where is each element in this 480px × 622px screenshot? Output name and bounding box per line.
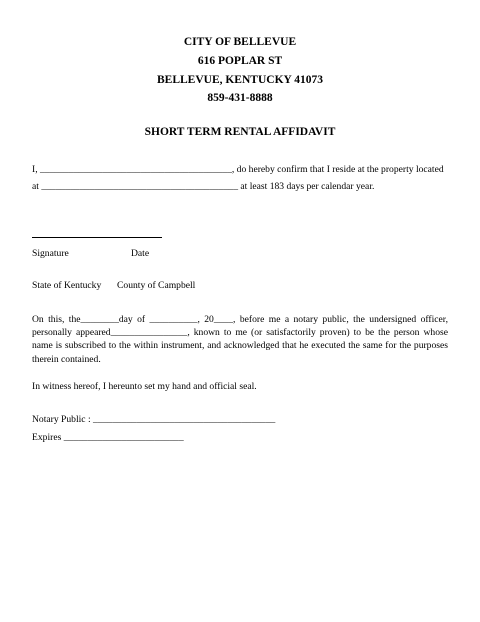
expires-line: Expires _________________________: [32, 432, 184, 443]
form-title: SHORT TERM RENTAL AFFIDAVIT: [144, 126, 336, 138]
notary-public-line: Notary Public : ______________________________________: [32, 414, 276, 425]
state-label: State of Kentucky: [32, 280, 102, 291]
date-label: Date: [131, 248, 150, 259]
street-address: 616 POPLAR ST: [197, 55, 283, 67]
signature-line: [32, 237, 162, 238]
city-state-zip: BELLEVUE, KENTUCKY 41073: [156, 74, 324, 86]
county-label: County of Campbell: [117, 280, 196, 291]
city-name: CITY OF BELLEVUE: [183, 36, 297, 48]
notary-paragraph: On this, the________day of __________, 20____, before me a notary public, the undersigned officer, personally appeared________________, known to me (or satisfactorily proven) to be the person whose name is subscribed to the within instrument, and acknowledged that he executed the same for the purposes therein contained.: [32, 314, 448, 365]
affirmation-line-1: I, ________________________________________, do hereby confirm that I reside at the property located: [32, 164, 444, 175]
signature-label: Signature: [32, 248, 69, 259]
affirmation-line-2: at _________________________________________ at least 183 days per calendar year.: [32, 181, 375, 192]
witness-statement: In witness hereof, I hereunto set my hand and official seal.: [32, 381, 257, 392]
phone-number: 859-431-8888: [207, 92, 273, 104]
